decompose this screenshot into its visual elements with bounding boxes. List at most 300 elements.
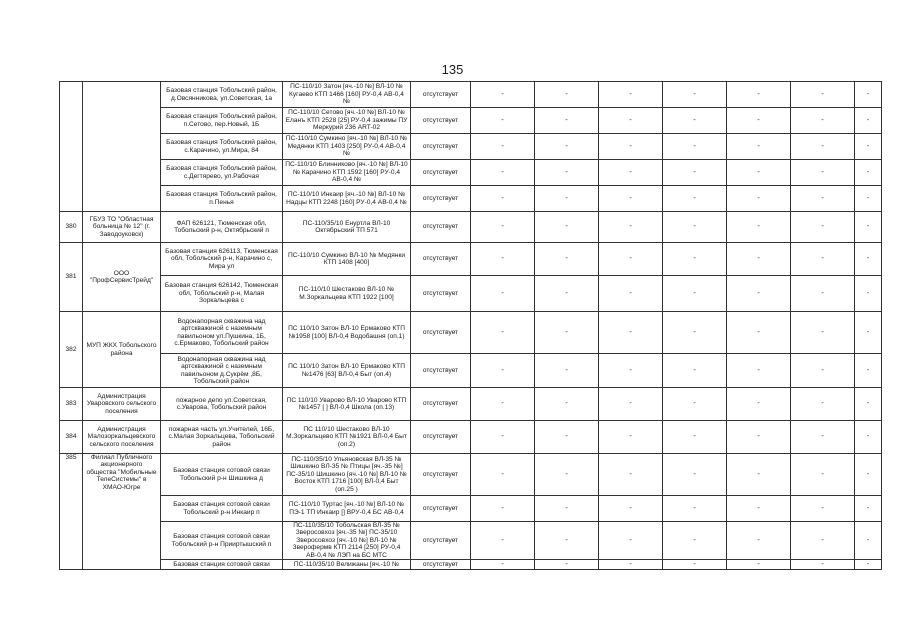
empty-value-dash: - [866, 536, 870, 544]
table-row [60, 354, 882, 388]
empty-value-cell [855, 134, 882, 160]
empty-value-dash: - [501, 536, 504, 544]
empty-value-dash: - [693, 289, 696, 297]
empty-value-dash: - [866, 560, 870, 568]
empty-value-cell [599, 134, 663, 160]
row-number: 385 [65, 454, 77, 461]
empty-value-cell [471, 560, 535, 570]
page-number: 135 [441, 62, 464, 77]
empty-value-dash: - [757, 116, 760, 124]
connection-point-cell [283, 522, 411, 560]
table-row [60, 160, 882, 186]
empty-value-dash: - [501, 90, 504, 98]
status-text: отсутствует [422, 560, 459, 568]
empty-value-cell [791, 312, 855, 354]
empty-value-cell [471, 496, 535, 522]
empty-value-cell [535, 421, 599, 454]
empty-value-cell [727, 312, 791, 354]
empty-value-dash: - [501, 470, 504, 478]
empty-value-cell [535, 354, 599, 388]
empty-value-dash: - [693, 536, 696, 544]
status-cell [411, 421, 471, 454]
empty-value-cell [663, 312, 727, 354]
empty-value-cell [855, 560, 882, 570]
empty-value-cell [663, 160, 727, 186]
empty-value-dash: - [821, 400, 824, 408]
empty-value-dash: - [565, 223, 568, 231]
object-cell [161, 522, 283, 560]
status-cell [411, 388, 471, 421]
empty-value-cell [727, 496, 791, 522]
empty-value-dash: - [501, 289, 504, 297]
status-cell [411, 108, 471, 134]
empty-value-dash: - [501, 560, 504, 568]
empty-value-dash: - [629, 328, 632, 336]
empty-value-dash: - [565, 255, 568, 263]
empty-value-dash: - [693, 400, 696, 408]
empty-value-cell [855, 212, 882, 243]
empty-value-cell [791, 186, 855, 212]
connection-point-cell [283, 421, 411, 454]
empty-value-cell [663, 108, 727, 134]
empty-value-cell [791, 160, 855, 186]
empty-value-cell [663, 560, 727, 570]
empty-value-dash: - [629, 289, 632, 297]
empty-value-dash: - [565, 328, 568, 336]
empty-value-cell [535, 243, 599, 276]
empty-value-cell [471, 276, 535, 312]
status-text: отсутствует [422, 470, 459, 478]
empty-value-dash: - [757, 255, 760, 263]
empty-value-dash: - [565, 366, 568, 374]
empty-value-cell [535, 496, 599, 522]
object-cell [161, 243, 283, 276]
empty-value-dash: - [757, 194, 760, 202]
row-number: 383 [65, 400, 77, 408]
empty-value-dash: - [693, 504, 696, 512]
status-cell [411, 496, 471, 522]
status-text: отсутствует [422, 223, 459, 231]
empty-value-cell [727, 454, 791, 496]
empty-value-dash: - [565, 194, 568, 202]
empty-value-dash: - [693, 194, 696, 202]
empty-value-dash: - [757, 328, 760, 336]
organization-cell [83, 388, 161, 421]
object-cell [161, 134, 283, 160]
connection-point-text: ПС-110/10 Сумкино [яч.-10 №] ВЛ-10 № Медянки КТП 1403 [250] РУ-0,4 АВ-0,4 № [285, 135, 408, 158]
empty-value-cell [599, 243, 663, 276]
empty-value-dash: - [629, 536, 632, 544]
empty-value-cell [727, 134, 791, 160]
empty-value-dash: - [501, 194, 504, 202]
empty-value-cell [791, 388, 855, 421]
empty-value-dash: - [866, 194, 870, 202]
row-number: 384 [65, 433, 77, 441]
empty-value-cell [855, 421, 882, 454]
empty-value-dash: - [565, 536, 568, 544]
status-text: отсутствует [422, 366, 459, 374]
empty-value-dash: - [866, 328, 870, 336]
empty-value-dash: - [629, 223, 632, 231]
organization-cell [83, 243, 161, 312]
empty-value-dash: - [501, 116, 504, 124]
status-cell [411, 186, 471, 212]
connection-point-cell [283, 212, 411, 243]
empty-value-dash: - [821, 142, 824, 150]
organization-name: ГБУЗ ТО "Областная больница № 12" (г. Заводоуковск) [89, 215, 154, 238]
connection-point-cell [283, 160, 411, 186]
empty-value-cell [855, 276, 882, 312]
registry-table [59, 81, 882, 570]
empty-value-dash: - [629, 255, 632, 263]
empty-value-dash: - [629, 366, 632, 374]
empty-value-dash: - [629, 90, 632, 98]
empty-value-dash: - [757, 168, 760, 176]
status-cell [411, 160, 471, 186]
table-row [60, 276, 882, 312]
empty-value-cell [855, 186, 882, 212]
object-text: пожарное депо ул.Советская, с.Уварова, Тобольский район [176, 396, 267, 411]
empty-value-cell [599, 454, 663, 496]
empty-value-cell [791, 454, 855, 496]
object-text: Водонапорная скважина над артскважиной с наземным павильоном д.Сукрём ,8Б, Тобольский район [177, 355, 266, 385]
empty-value-dash: - [501, 168, 504, 176]
connection-point-cell [283, 82, 411, 108]
empty-value-dash: - [821, 255, 824, 263]
organization-cell [83, 421, 161, 454]
object-cell [161, 560, 283, 570]
empty-value-dash: - [565, 400, 568, 408]
empty-value-dash: - [693, 560, 696, 568]
status-text: отсутствует [422, 504, 459, 512]
empty-value-dash: - [501, 223, 504, 231]
empty-value-cell [599, 108, 663, 134]
empty-value-dash: - [757, 142, 760, 150]
empty-value-cell [663, 82, 727, 108]
empty-value-cell [855, 108, 882, 134]
status-cell [411, 212, 471, 243]
table-row [60, 243, 882, 276]
connection-point-text: ПС-110/10 Затон [яч.-10 №] ВЛ-10 № Кугаево КТП 1466 [160] РУ-0,4 АВ-0,4 № [289, 83, 404, 106]
empty-value-cell [535, 134, 599, 160]
empty-value-cell [791, 276, 855, 312]
empty-value-dash: - [821, 366, 824, 374]
empty-value-dash: - [629, 470, 632, 478]
object-text: пожарная часть ул.Учителей, 16Б, с.Малая Зоркальцева, Тобольский район [168, 425, 275, 448]
empty-value-dash: - [565, 433, 568, 441]
empty-value-cell [855, 160, 882, 186]
empty-value-cell [791, 522, 855, 560]
row-number-cell [60, 212, 83, 243]
empty-value-cell [727, 560, 791, 570]
object-cell [161, 276, 283, 312]
connection-point-text: ПС-110/35/10 Тобольская ВЛ-35 № Зверосовхоз [яч.-35 №] ПС-35/10 Зверосовхоз [яч.-10 №] ВЛ-10 № Зверофермв КТП 2114 [250] РУ-0,4 АВ-0,4 № ЛЭП на БС МТС [292, 522, 401, 559]
connection-point-text: ПС-110/10 Блинниково [яч.-10 №] ВЛ-10 № Карачино КТП 1592 [160] РУ-0,4 АВ-0,4 № [285, 161, 408, 184]
empty-value-dash: - [866, 400, 870, 408]
status-text: отсутствует [422, 536, 459, 544]
empty-value-dash: - [629, 560, 632, 568]
empty-value-cell [599, 160, 663, 186]
object-cell [161, 496, 283, 522]
empty-value-dash: - [821, 90, 824, 98]
empty-value-dash: - [693, 433, 696, 441]
status-text: отсутствует [422, 400, 459, 408]
empty-value-cell [535, 160, 599, 186]
empty-value-cell [599, 186, 663, 212]
empty-value-cell [663, 354, 727, 388]
empty-value-cell [791, 354, 855, 388]
empty-value-cell [791, 212, 855, 243]
empty-value-cell [471, 108, 535, 134]
organization-name: Филиал Публичного акционерного общества "Мобильные ТелеСистемы" в ХМАО-Югре [86, 454, 157, 491]
empty-value-cell [599, 354, 663, 388]
empty-value-dash: - [821, 116, 824, 124]
status-text: отсутствует [422, 116, 459, 124]
empty-value-cell [727, 243, 791, 276]
empty-value-cell [727, 522, 791, 560]
empty-value-dash: - [501, 400, 504, 408]
object-text: Базовая станция сотовой связи Тобольский р-н Инкаир п [173, 501, 270, 516]
object-text: Базовая станция Тобольский район, с.Дегтярево, ул.Рабочая [166, 165, 277, 180]
connection-point-cell [283, 560, 411, 570]
empty-value-dash: - [866, 168, 870, 176]
object-cell [161, 186, 283, 212]
empty-value-dash: - [866, 142, 870, 150]
empty-value-cell [663, 276, 727, 312]
empty-value-dash: - [693, 255, 696, 263]
empty-value-dash: - [565, 168, 568, 176]
table-row [60, 560, 882, 570]
table-row [60, 454, 882, 496]
row-number: 382 [65, 345, 77, 353]
connection-point-text: ПС-110/35/10 Велижаны [яч.-10 № [293, 560, 400, 568]
empty-value-cell [663, 243, 727, 276]
empty-value-dash: - [866, 223, 870, 231]
empty-value-dash: - [629, 168, 632, 176]
empty-value-dash: - [866, 366, 870, 374]
status-cell [411, 243, 471, 276]
status-cell [411, 276, 471, 312]
empty-value-cell [663, 186, 727, 212]
empty-value-dash: - [821, 328, 824, 336]
empty-value-dash: - [501, 255, 504, 263]
empty-value-dash: - [866, 433, 870, 441]
connection-point-cell [283, 496, 411, 522]
object-text: Базовая станция сотовой связи Тобольский р-н Шишкина д [173, 467, 270, 482]
connection-point-text: ПС 110/10 Затон ВЛ-10 Ермаково КТП №1958 [100] ВЛ-0,4 Водобашня (оп.1) [288, 325, 405, 340]
table-row [60, 496, 882, 522]
table-row [60, 522, 882, 560]
empty-value-cell [663, 134, 727, 160]
empty-value-dash: - [629, 116, 632, 124]
empty-value-dash: - [821, 536, 824, 544]
table-row [60, 134, 882, 160]
empty-value-cell [471, 82, 535, 108]
empty-value-cell [471, 312, 535, 354]
empty-value-cell [791, 421, 855, 454]
empty-value-cell [855, 454, 882, 496]
empty-value-dash: - [629, 504, 632, 512]
empty-value-dash: - [501, 328, 504, 336]
object-text: Базовая станция Тобольский район, д.Овсянникова, ул.Советская, 1а [166, 87, 277, 102]
empty-value-cell [855, 496, 882, 522]
table-row [60, 421, 882, 454]
empty-value-dash: - [629, 142, 632, 150]
empty-value-cell [471, 212, 535, 243]
empty-value-dash: - [565, 142, 568, 150]
empty-value-dash: - [565, 289, 568, 297]
connection-point-text: ПС-110/35/10 Ульяновская ВЛ-35 № Шишкино ВЛ-35 № Птицы [яч.-35 №] ПС-35/10 Шишкино [яч.-10 №] ВЛ-10 № Восток КТП 1716 [100] ВЛ-0,4 Быт (оп.25 ) [286, 455, 407, 493]
empty-value-dash: - [821, 289, 824, 297]
empty-value-cell [727, 82, 791, 108]
empty-value-cell [727, 388, 791, 421]
row-number-cell [60, 454, 83, 570]
object-cell [161, 454, 283, 496]
connection-point-cell [283, 134, 411, 160]
connection-point-text: ПС 110/10 Затон ВЛ-10 Ермаково КТП №1476 [63] ВЛ-0,4 Быт (оп.4) [288, 363, 405, 378]
empty-value-cell [535, 82, 599, 108]
empty-value-cell [599, 421, 663, 454]
empty-value-cell [471, 243, 535, 276]
connection-point-cell [283, 354, 411, 388]
empty-value-dash: - [693, 470, 696, 478]
empty-value-cell [535, 522, 599, 560]
empty-value-cell [663, 388, 727, 421]
connection-point-cell [283, 312, 411, 354]
empty-value-dash: - [757, 433, 760, 441]
empty-value-cell [663, 454, 727, 496]
empty-value-cell [791, 82, 855, 108]
row-number-cell [60, 388, 83, 421]
empty-value-cell [855, 82, 882, 108]
empty-value-cell [599, 522, 663, 560]
empty-value-dash: - [821, 560, 824, 568]
empty-value-cell [663, 421, 727, 454]
empty-value-cell [599, 560, 663, 570]
empty-value-cell [471, 454, 535, 496]
empty-value-cell [471, 421, 535, 454]
organization-name: ООО "ПрофСервисТрейд" [89, 269, 154, 284]
object-text: Базовая станция Тобольский район, п.Пенья [166, 191, 277, 206]
empty-value-cell [855, 354, 882, 388]
empty-value-dash: - [757, 560, 760, 568]
status-text: отсутствует [422, 168, 459, 176]
organization-cell [83, 454, 161, 570]
empty-value-dash: - [629, 433, 632, 441]
connection-point-cell [283, 388, 411, 421]
connection-point-text: ПС-110/10 Инкаир [яч.-10 №] ВЛ-10 № Надцы КТП 2248 [160] РУ-0,4 АВ-0,4 № [286, 191, 407, 206]
empty-value-dash: - [866, 90, 870, 98]
empty-value-dash: - [501, 366, 504, 374]
connection-point-text: ПС-110/35/10 Енуртла ВЛ-10 Октябрьский ТП 571 [302, 219, 391, 234]
empty-value-cell [727, 212, 791, 243]
row-number: 380 [65, 223, 77, 231]
organization-cell [83, 312, 161, 388]
empty-value-dash: - [757, 289, 760, 297]
empty-value-dash: - [693, 116, 696, 124]
empty-value-cell [471, 388, 535, 421]
empty-value-cell [599, 388, 663, 421]
status-text: отсутствует [422, 433, 459, 441]
connection-point-cell [283, 186, 411, 212]
object-text: Базовая станция Тобольский район, п.Сетово, пер.Новый, 1Б [166, 113, 277, 128]
status-cell [411, 354, 471, 388]
connection-point-cell [283, 108, 411, 134]
empty-value-cell [727, 160, 791, 186]
empty-value-cell [727, 186, 791, 212]
empty-value-cell [535, 454, 599, 496]
row-number-cell [60, 312, 83, 388]
connection-point-text: ПС 110/10 Шестаково ВЛ-10 М.Зоркальцево КТП №1921 ВЛ-0,4 Быт (оп.2) [286, 425, 407, 448]
object-cell [161, 354, 283, 388]
empty-value-dash: - [757, 504, 760, 512]
status-cell [411, 522, 471, 560]
empty-value-dash: - [757, 90, 760, 98]
table-row [60, 82, 882, 108]
empty-value-cell [791, 243, 855, 276]
row-number-cell [60, 82, 83, 212]
empty-value-dash: - [821, 433, 824, 441]
empty-value-dash: - [693, 328, 696, 336]
empty-value-cell [535, 212, 599, 243]
empty-value-dash: - [501, 142, 504, 150]
status-cell [411, 312, 471, 354]
table-row [60, 108, 882, 134]
organization-name: Администрация Малозоркальцевского сельского поселения [87, 425, 156, 448]
status-text: отсутствует [422, 328, 459, 336]
object-text: Базовая станция Тобольский район, с.Карачино, ул.Мира, 84 [166, 139, 277, 154]
empty-value-cell [535, 276, 599, 312]
empty-value-cell [727, 354, 791, 388]
empty-value-dash: - [821, 168, 824, 176]
empty-value-cell [471, 186, 535, 212]
empty-value-dash: - [565, 90, 568, 98]
empty-value-cell [855, 388, 882, 421]
connection-point-text: ПС-110/10 Шестаково ВЛ-10 № М.Зоркальцева КТП 1922 [100] [298, 286, 395, 301]
empty-value-cell [471, 134, 535, 160]
empty-value-cell [727, 108, 791, 134]
empty-value-dash: - [866, 504, 870, 512]
empty-value-cell [599, 312, 663, 354]
empty-value-cell [599, 82, 663, 108]
empty-value-cell [727, 421, 791, 454]
empty-value-dash: - [629, 194, 632, 202]
empty-value-dash: - [693, 366, 696, 374]
empty-value-cell [791, 496, 855, 522]
empty-value-cell [535, 388, 599, 421]
empty-value-cell [535, 312, 599, 354]
empty-value-dash: - [757, 400, 760, 408]
empty-value-dash: - [821, 223, 824, 231]
empty-value-dash: - [629, 400, 632, 408]
connection-point-cell [283, 243, 411, 276]
empty-value-cell [663, 496, 727, 522]
empty-value-cell [599, 212, 663, 243]
empty-value-cell [791, 108, 855, 134]
connection-point-text: ПС-110/10 Сетово [яч.-10 №] ВЛ-10 № Еланъ КТП 2528 [25] РУ-0,4 зажимы ПУ Меркурий 236 ART-02 [285, 109, 408, 132]
object-text: Базовая станция сотовой связи Тобольский р-н Прииртышский п [171, 533, 272, 548]
empty-value-cell [791, 560, 855, 570]
empty-value-cell [855, 312, 882, 354]
empty-value-dash: - [757, 536, 760, 544]
empty-value-cell [471, 160, 535, 186]
status-text: отсутствует [422, 194, 459, 202]
empty-value-cell [791, 134, 855, 160]
empty-value-cell [663, 522, 727, 560]
empty-value-dash: - [693, 90, 696, 98]
object-cell [161, 388, 283, 421]
empty-value-cell [727, 276, 791, 312]
